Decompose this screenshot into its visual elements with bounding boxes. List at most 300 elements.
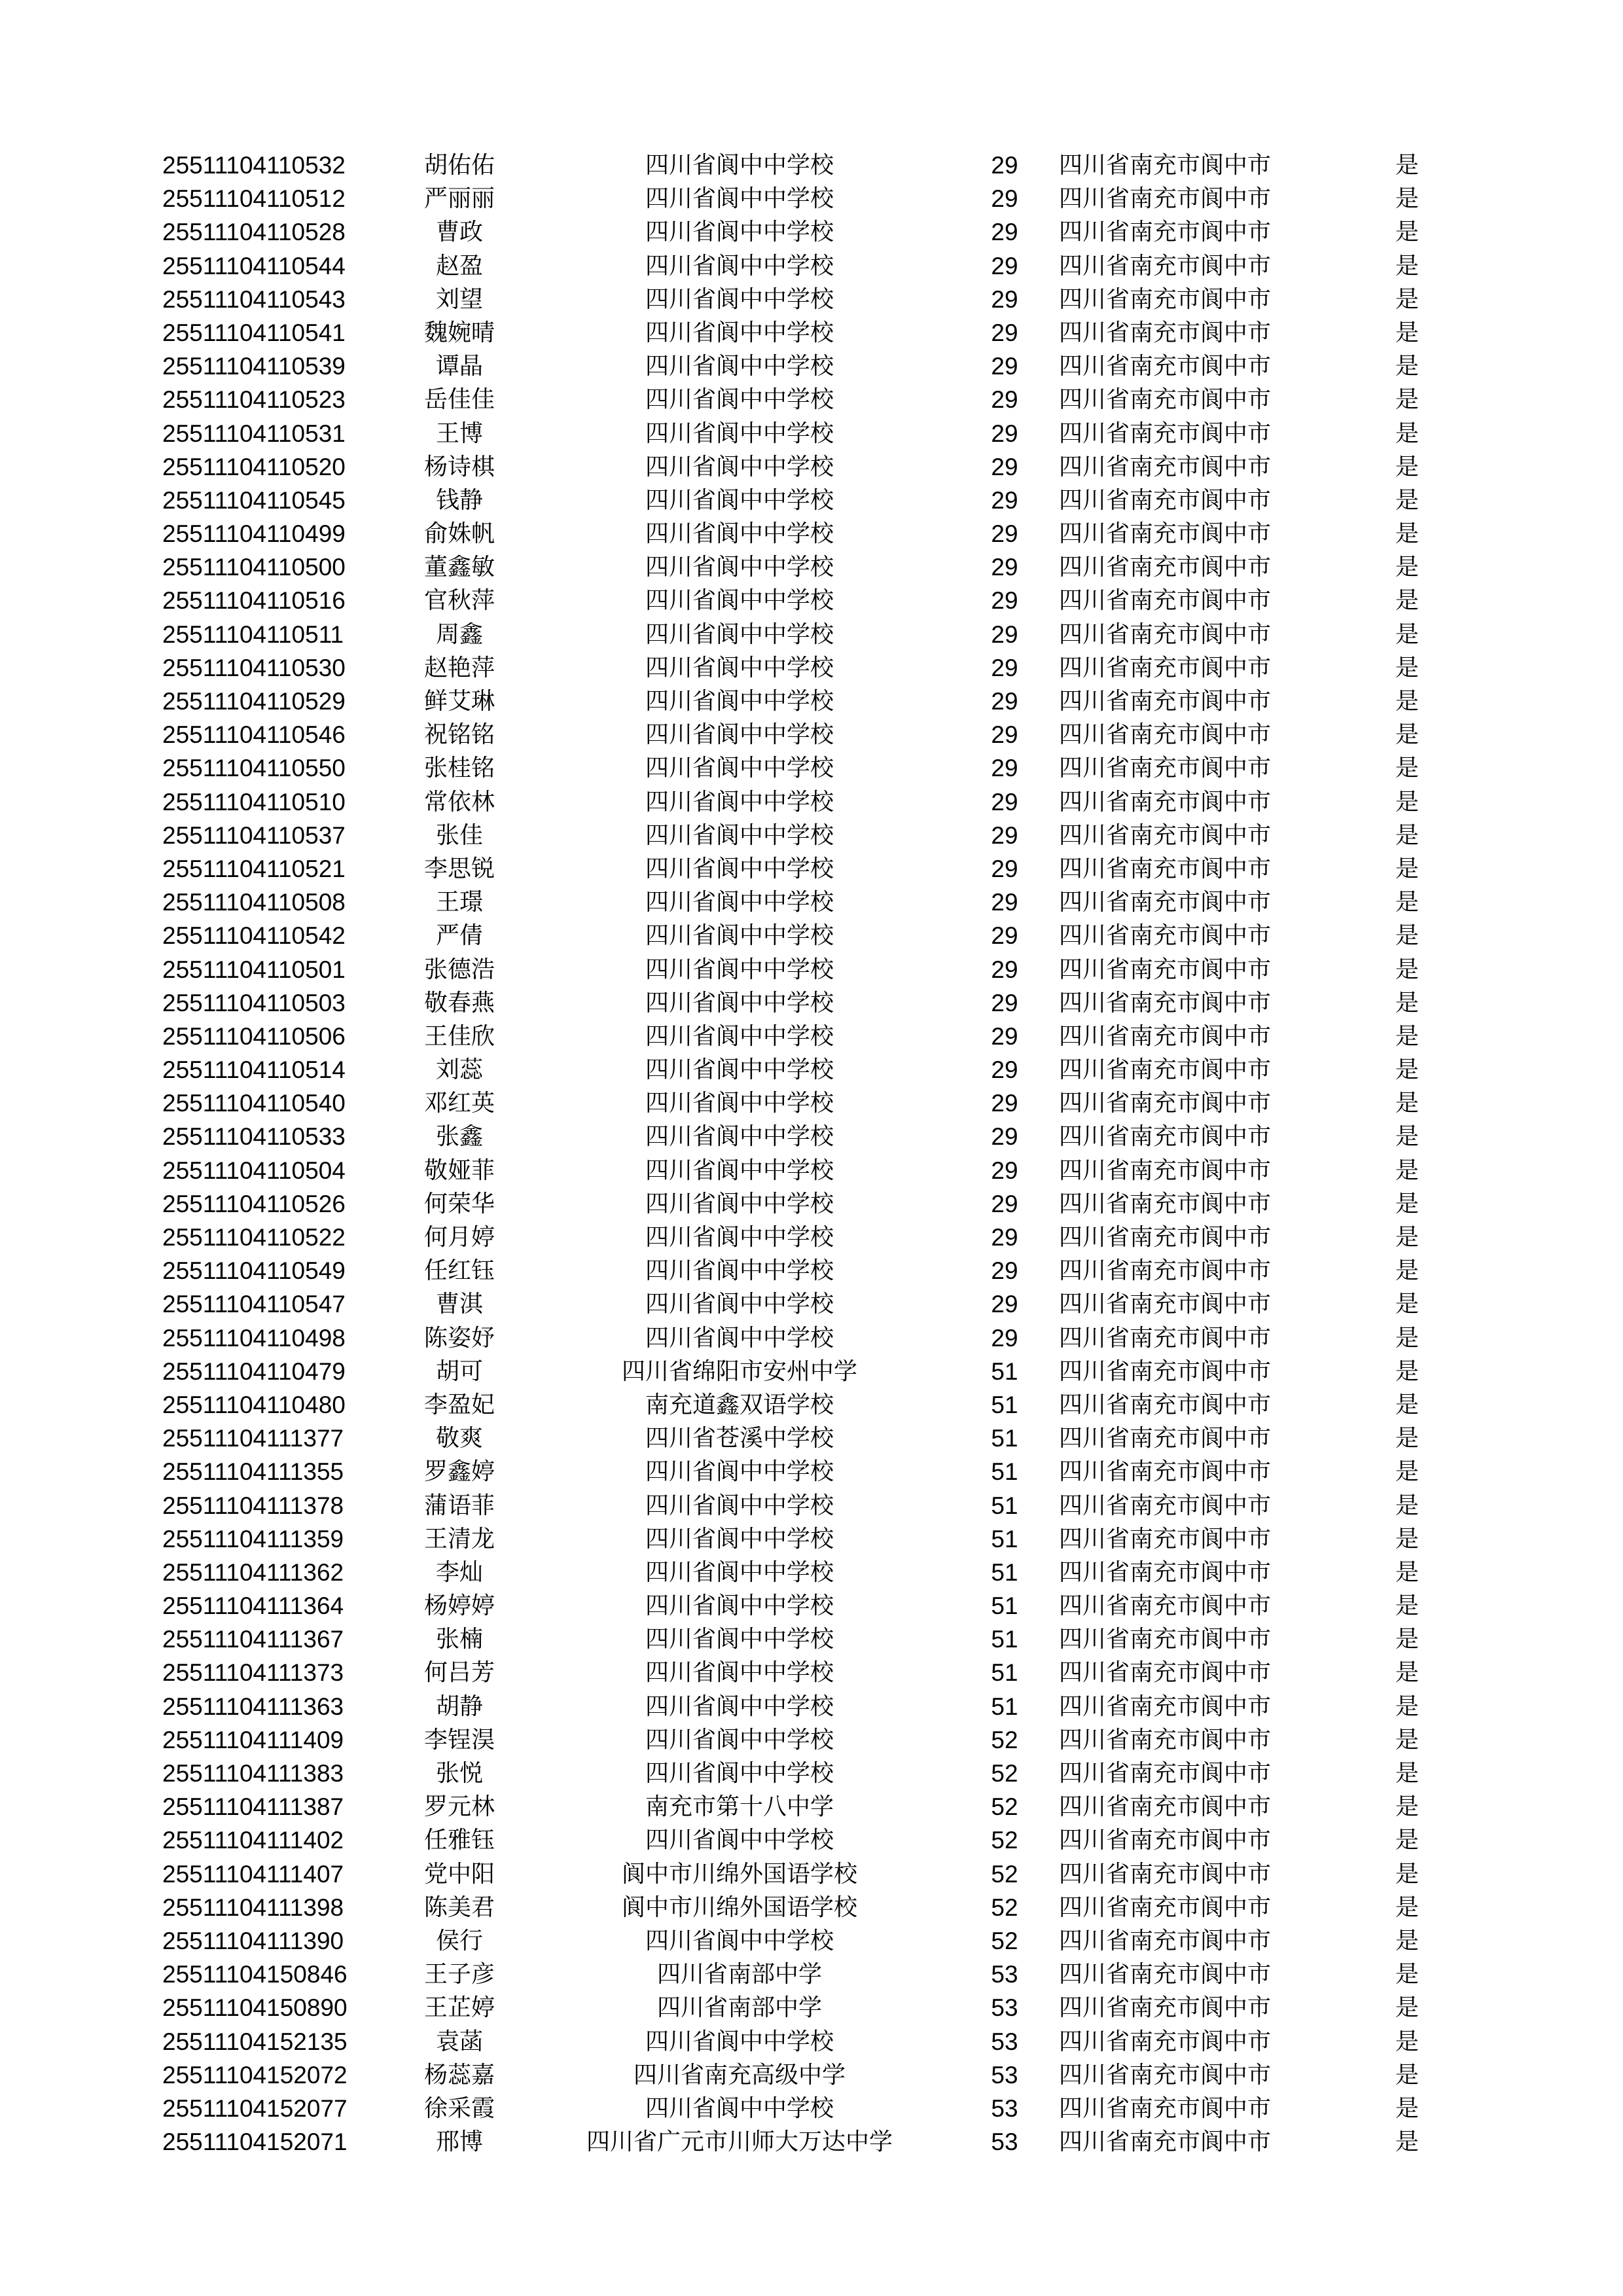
student-name-cell: 任红钰 — [423, 1257, 495, 1285]
region-cell: 四川省南充市阆中市 — [1059, 520, 1272, 548]
school-cell: 四川省阆中中学校 — [645, 721, 834, 749]
exam-id-cell: 25511104110521 — [162, 855, 346, 882]
exam-id-cell: 25511104111402 — [162, 1827, 344, 1854]
flag-cell: 是 — [1395, 1827, 1419, 1854]
flag-cell: 是 — [1395, 486, 1419, 514]
school-cell: 四川省阆中中学校 — [645, 1224, 834, 1251]
region-cell: 四川省南充市阆中市 — [1059, 654, 1272, 681]
exam-id-cell: 25511104110504 — [162, 1157, 346, 1184]
code-cell: 29 — [991, 821, 1018, 849]
code-cell: 52 — [991, 1927, 1018, 1954]
table-row — [0, 819, 1623, 852]
table-row — [0, 1556, 1623, 1589]
table-row — [0, 517, 1623, 550]
region-cell: 四川省南充市阆中市 — [1059, 1626, 1272, 1653]
flag-cell: 是 — [1395, 1961, 1419, 1988]
region-cell: 四川省南充市阆中市 — [1059, 219, 1272, 246]
flag-cell: 是 — [1395, 152, 1419, 179]
exam-id-cell: 25511104150890 — [162, 1994, 348, 2022]
student-name-cell: 常依林 — [423, 788, 495, 816]
student-name-cell: 谭晶 — [435, 353, 483, 380]
code-cell: 29 — [991, 1291, 1018, 1318]
exam-id-cell: 25511104110546 — [162, 721, 346, 749]
school-cell: 四川省阆中中学校 — [645, 520, 834, 548]
table-row — [0, 1656, 1623, 1689]
region-cell: 四川省南充市阆中市 — [1059, 386, 1272, 414]
flag-cell: 是 — [1395, 688, 1419, 715]
student-name-cell: 鲜艾琳 — [423, 688, 495, 715]
school-cell: 四川省阆中中学校 — [645, 386, 834, 414]
table-row — [0, 1857, 1623, 1891]
table-row — [0, 718, 1623, 751]
flag-cell: 是 — [1395, 386, 1419, 414]
code-cell: 51 — [991, 1391, 1018, 1418]
exam-id-cell: 25511104110526 — [162, 1190, 346, 1217]
region-cell: 四川省南充市阆中市 — [1059, 2128, 1272, 2156]
code-cell: 29 — [991, 219, 1018, 246]
student-name-cell: 王璟 — [435, 889, 483, 916]
code-cell: 53 — [991, 2094, 1018, 2122]
student-name-cell: 曹政 — [435, 219, 483, 246]
flag-cell: 是 — [1395, 353, 1419, 380]
flag-cell: 是 — [1395, 1458, 1419, 1486]
flag-cell: 是 — [1395, 1592, 1419, 1620]
exam-id-cell: 25511104110550 — [162, 755, 346, 782]
table-row — [0, 2025, 1623, 2058]
code-cell: 29 — [991, 889, 1018, 916]
table-row — [0, 2058, 1623, 2092]
region-cell: 四川省南充市阆中市 — [1059, 1793, 1272, 1821]
code-cell: 29 — [991, 721, 1018, 749]
code-cell: 29 — [991, 386, 1018, 414]
exam-id-cell: 25511104110537 — [162, 821, 346, 849]
code-cell: 51 — [991, 1357, 1018, 1385]
table-row — [0, 383, 1623, 416]
region-cell: 四川省南充市阆中市 — [1059, 453, 1272, 480]
exam-id-cell: 25511104110503 — [162, 989, 346, 1016]
exam-id-cell: 25511104110479 — [162, 1357, 346, 1385]
exam-id-cell: 25511104110516 — [162, 587, 346, 615]
table-row — [0, 1287, 1623, 1321]
school-cell: 四川省阆中中学校 — [645, 1827, 834, 1854]
school-cell: 四川省阆中中学校 — [645, 587, 834, 615]
flag-cell: 是 — [1395, 1425, 1419, 1452]
region-cell: 四川省南充市阆中市 — [1059, 1123, 1272, 1151]
region-cell: 四川省南充市阆中市 — [1059, 1190, 1272, 1217]
flag-cell: 是 — [1395, 1626, 1419, 1653]
flag-cell: 是 — [1395, 1860, 1419, 1888]
table-row — [0, 651, 1623, 685]
school-cell: 四川省阆中中学校 — [645, 654, 834, 681]
exam-id-cell: 25511104111355 — [162, 1458, 344, 1486]
student-name-cell: 刘蕊 — [435, 1056, 483, 1084]
school-cell: 四川省南充高级中学 — [633, 2061, 846, 2089]
code-cell: 29 — [991, 185, 1018, 213]
school-cell: 四川省阆中中学校 — [645, 486, 834, 514]
school-cell: 四川省阆中中学校 — [645, 620, 834, 648]
flag-cell: 是 — [1395, 1994, 1419, 2022]
school-cell: 四川省阆中中学校 — [645, 989, 834, 1016]
region-cell: 四川省南充市阆中市 — [1059, 2094, 1272, 2122]
school-cell: 南充市第十八中学 — [645, 1793, 834, 1821]
school-cell: 四川省阆中中学校 — [645, 1927, 834, 1954]
exam-id-cell: 25511104111407 — [162, 1860, 344, 1888]
student-name-cell: 严丽丽 — [423, 185, 495, 213]
school-cell: 四川省南部中学 — [656, 1961, 822, 1988]
student-name-cell: 杨婷婷 — [423, 1592, 495, 1620]
table-row — [0, 1757, 1623, 1790]
student-name-cell: 何月婷 — [423, 1224, 495, 1251]
school-cell: 四川省阆中中学校 — [645, 855, 834, 882]
student-name-cell: 赵盈 — [435, 252, 483, 279]
exam-id-cell: 25511104110480 — [162, 1391, 346, 1418]
region-cell: 四川省南充市阆中市 — [1059, 152, 1272, 179]
region-cell: 四川省南充市阆中市 — [1059, 1961, 1272, 1988]
flag-cell: 是 — [1395, 252, 1419, 279]
code-cell: 52 — [991, 1726, 1018, 1753]
flag-cell: 是 — [1395, 1190, 1419, 1217]
school-cell: 四川省阆中中学校 — [645, 1056, 834, 1084]
school-cell: 四川省阆中中学校 — [645, 1022, 834, 1050]
school-cell: 四川省阆中中学校 — [645, 1257, 834, 1285]
table-row — [0, 1790, 1623, 1823]
table-row — [0, 618, 1623, 651]
code-cell: 29 — [991, 353, 1018, 380]
school-cell: 四川省阆中中学校 — [645, 1592, 834, 1620]
flag-cell: 是 — [1395, 1224, 1419, 1251]
exam-id-cell: 25511104110543 — [162, 285, 346, 313]
table-row — [0, 182, 1623, 215]
table-row — [0, 1489, 1623, 1522]
flag-cell: 是 — [1395, 554, 1419, 581]
exam-id-cell: 25511104152077 — [162, 2094, 348, 2122]
region-cell: 四川省南充市阆中市 — [1059, 1291, 1272, 1318]
code-cell: 52 — [991, 1793, 1018, 1821]
student-name-cell: 张佳 — [435, 821, 483, 849]
code-cell: 29 — [991, 520, 1018, 548]
table-row — [0, 1924, 1623, 1958]
code-cell: 29 — [991, 1056, 1018, 1084]
school-cell: 四川省南部中学 — [656, 1994, 822, 2022]
code-cell: 52 — [991, 1860, 1018, 1888]
exam-id-cell: 25511104110528 — [162, 219, 346, 246]
exam-id-cell: 25511104110523 — [162, 386, 346, 414]
flag-cell: 是 — [1395, 1793, 1419, 1821]
flag-cell: 是 — [1395, 1257, 1419, 1285]
table-row — [0, 484, 1623, 517]
table-row — [0, 1355, 1623, 1388]
student-name-cell: 杨诗棋 — [423, 453, 495, 480]
code-cell: 29 — [991, 554, 1018, 581]
flag-cell: 是 — [1395, 855, 1419, 882]
exam-id-cell: 25511104110541 — [162, 319, 346, 346]
flag-cell: 是 — [1395, 1726, 1419, 1753]
code-cell: 53 — [991, 1961, 1018, 1988]
flag-cell: 是 — [1395, 587, 1419, 615]
student-name-cell: 敬娅菲 — [423, 1157, 495, 1184]
exam-id-cell: 25511104110499 — [162, 520, 346, 548]
school-cell: 四川省阆中中学校 — [645, 453, 834, 480]
code-cell: 52 — [991, 1827, 1018, 1854]
table-row — [0, 550, 1623, 584]
code-cell: 29 — [991, 1090, 1018, 1117]
code-cell: 29 — [991, 688, 1018, 715]
exam-id-cell: 25511104110512 — [162, 185, 346, 213]
table-row — [0, 1422, 1623, 1455]
table-row — [0, 1522, 1623, 1556]
school-cell: 四川省阆中中学校 — [645, 1090, 834, 1117]
table-row — [0, 1690, 1623, 1723]
student-name-cell: 张鑫 — [435, 1123, 483, 1151]
student-name-cell: 罗元林 — [423, 1793, 495, 1821]
region-cell: 四川省南充市阆中市 — [1059, 1425, 1272, 1452]
flag-cell: 是 — [1395, 1492, 1419, 1519]
code-cell: 51 — [991, 1558, 1018, 1586]
flag-cell: 是 — [1395, 1056, 1419, 1084]
region-cell: 四川省南充市阆中市 — [1059, 1659, 1272, 1687]
student-name-cell: 党中阳 — [423, 1860, 495, 1888]
school-cell: 四川省阆中中学校 — [645, 755, 834, 782]
school-cell: 四川省阆中中学校 — [645, 2094, 834, 2122]
code-cell: 29 — [991, 956, 1018, 983]
flag-cell: 是 — [1395, 889, 1419, 916]
flag-cell: 是 — [1395, 1324, 1419, 1352]
flag-cell: 是 — [1395, 219, 1419, 246]
region-cell: 四川省南充市阆中市 — [1059, 486, 1272, 514]
table-row — [0, 1254, 1623, 1287]
code-cell: 29 — [991, 1157, 1018, 1184]
exam-id-cell: 25511104110544 — [162, 252, 346, 279]
school-cell: 四川省阆中中学校 — [645, 1558, 834, 1586]
student-name-cell: 岳佳佳 — [423, 386, 495, 414]
region-cell: 四川省南充市阆中市 — [1059, 1893, 1272, 1921]
table-row — [0, 1823, 1623, 1857]
exam-id-cell: 25511104111373 — [162, 1659, 344, 1687]
exam-id-cell: 25511104111367 — [162, 1626, 344, 1653]
school-cell: 四川省阆中中学校 — [645, 185, 834, 213]
region-cell: 四川省南充市阆中市 — [1059, 1726, 1272, 1753]
region-cell: 四川省南充市阆中市 — [1059, 353, 1272, 380]
school-cell: 四川省阆中中学校 — [645, 219, 834, 246]
table-row — [0, 785, 1623, 819]
table-row — [0, 1891, 1623, 1924]
student-name-cell: 胡可 — [435, 1357, 483, 1385]
exam-id-cell: 25511104110530 — [162, 654, 346, 681]
flag-cell: 是 — [1395, 620, 1419, 648]
region-cell: 四川省南充市阆中市 — [1059, 1525, 1272, 1552]
student-name-cell: 赵艳萍 — [423, 654, 495, 681]
student-name-cell: 蒲语菲 — [423, 1492, 495, 1519]
student-name-cell: 陈姿妤 — [423, 1324, 495, 1352]
code-cell: 29 — [991, 788, 1018, 816]
code-cell: 51 — [991, 1525, 1018, 1552]
flag-cell: 是 — [1395, 1022, 1419, 1050]
exam-id-cell: 25511104111377 — [162, 1425, 344, 1452]
table-row — [0, 852, 1623, 886]
region-cell: 四川省南充市阆中市 — [1059, 1693, 1272, 1720]
table-row — [0, 2125, 1623, 2159]
code-cell: 53 — [991, 2028, 1018, 2055]
exam-id-cell: 25511104110522 — [162, 1224, 346, 1251]
code-cell: 29 — [991, 989, 1018, 1016]
student-name-cell: 王博 — [435, 420, 483, 447]
table-row — [0, 986, 1623, 1020]
flag-cell: 是 — [1395, 185, 1419, 213]
school-cell: 四川省阆中中学校 — [645, 788, 834, 816]
school-cell: 四川省广元市川师大万达中学 — [586, 2128, 893, 2156]
school-cell: 四川省阆中中学校 — [645, 319, 834, 346]
exam-id-cell: 25511104110500 — [162, 554, 346, 581]
region-cell: 四川省南充市阆中市 — [1059, 285, 1272, 313]
region-cell: 四川省南充市阆中市 — [1059, 788, 1272, 816]
student-name-cell: 曹淇 — [435, 1291, 483, 1318]
region-cell: 四川省南充市阆中市 — [1059, 1090, 1272, 1117]
region-cell: 四川省南充市阆中市 — [1059, 1056, 1272, 1084]
flag-cell: 是 — [1395, 420, 1419, 447]
school-cell: 四川省绵阳市安州中学 — [621, 1357, 857, 1385]
school-cell: 四川省阆中中学校 — [645, 1525, 834, 1552]
exam-id-cell: 25511104110508 — [162, 889, 346, 916]
code-cell: 53 — [991, 1994, 1018, 2022]
table-row — [0, 1053, 1623, 1086]
table-row — [0, 1221, 1623, 1254]
school-cell: 四川省阆中中学校 — [645, 1492, 834, 1519]
code-cell: 29 — [991, 755, 1018, 782]
table-row — [0, 584, 1623, 617]
flag-cell: 是 — [1395, 1659, 1419, 1687]
student-name-cell: 邢博 — [435, 2128, 483, 2156]
exam-id-cell: 25511104111383 — [162, 1760, 344, 1787]
code-cell: 51 — [991, 1425, 1018, 1452]
table-row — [0, 1086, 1623, 1120]
flag-cell: 是 — [1395, 1157, 1419, 1184]
school-cell: 四川省阆中中学校 — [645, 956, 834, 983]
flag-cell: 是 — [1395, 821, 1419, 849]
flag-cell: 是 — [1395, 2128, 1419, 2156]
region-cell: 四川省南充市阆中市 — [1059, 185, 1272, 213]
flag-cell: 是 — [1395, 1525, 1419, 1552]
exam-id-cell: 25511104110539 — [162, 353, 346, 380]
school-cell: 四川省阆中中学校 — [645, 353, 834, 380]
student-name-cell: 邓红英 — [423, 1090, 495, 1117]
exam-id-cell: 25511104110549 — [162, 1257, 346, 1285]
code-cell: 29 — [991, 1224, 1018, 1251]
school-cell: 阆中市川绵外国语学校 — [621, 1893, 857, 1921]
student-name-cell: 李灿 — [435, 1558, 483, 1586]
student-name-cell: 刘望 — [435, 285, 483, 313]
region-cell: 四川省南充市阆中市 — [1059, 1558, 1272, 1586]
table-row — [0, 1589, 1623, 1623]
exam-id-cell: 25511104110542 — [162, 922, 346, 950]
student-name-cell: 陈美君 — [423, 1893, 495, 1921]
code-cell: 52 — [991, 1760, 1018, 1787]
exam-id-cell: 25511104110501 — [162, 956, 346, 983]
flag-cell: 是 — [1395, 1558, 1419, 1586]
table-row — [0, 886, 1623, 919]
exam-id-cell: 25511104110540 — [162, 1090, 346, 1117]
region-cell: 四川省南充市阆中市 — [1059, 755, 1272, 782]
region-cell: 四川省南充市阆中市 — [1059, 1458, 1272, 1486]
student-name-cell: 罗鑫婷 — [423, 1458, 495, 1486]
exam-id-cell: 25511104110529 — [162, 688, 346, 715]
flag-cell: 是 — [1395, 1123, 1419, 1151]
flag-cell: 是 — [1395, 1291, 1419, 1318]
school-cell: 四川省阆中中学校 — [645, 1693, 834, 1720]
code-cell: 29 — [991, 1257, 1018, 1285]
student-name-cell: 严倩 — [435, 922, 483, 950]
code-cell: 29 — [991, 319, 1018, 346]
student-name-cell: 董鑫敏 — [423, 554, 495, 581]
table-row — [0, 1991, 1623, 2024]
code-cell: 29 — [991, 620, 1018, 648]
code-cell: 29 — [991, 152, 1018, 179]
flag-cell: 是 — [1395, 1927, 1419, 1954]
region-cell: 四川省南充市阆中市 — [1059, 2061, 1272, 2089]
flag-cell: 是 — [1395, 1357, 1419, 1385]
code-cell: 29 — [991, 654, 1018, 681]
region-cell: 四川省南充市阆中市 — [1059, 252, 1272, 279]
exam-id-cell: 25511104152135 — [162, 2028, 348, 2055]
table-row — [0, 1455, 1623, 1488]
exam-id-cell: 25511104111378 — [162, 1492, 344, 1519]
region-cell: 四川省南充市阆中市 — [1059, 821, 1272, 849]
table-row — [0, 450, 1623, 484]
flag-cell: 是 — [1395, 1893, 1419, 1921]
table-row — [0, 1958, 1623, 1991]
table-row — [0, 316, 1623, 350]
student-name-cell: 何吕芳 — [423, 1659, 495, 1687]
flag-cell: 是 — [1395, 989, 1419, 1016]
flag-cell: 是 — [1395, 1391, 1419, 1418]
region-cell: 四川省南充市阆中市 — [1059, 1257, 1272, 1285]
table-row — [0, 149, 1623, 182]
code-cell: 29 — [991, 486, 1018, 514]
school-cell: 阆中市川绵外国语学校 — [621, 1860, 857, 1888]
flag-cell: 是 — [1395, 956, 1419, 983]
school-cell: 四川省阆中中学校 — [645, 688, 834, 715]
code-cell: 29 — [991, 1022, 1018, 1050]
exam-id-cell: 25511104152072 — [162, 2061, 348, 2089]
student-name-cell: 杨蕊嘉 — [423, 2061, 495, 2089]
exam-id-cell: 25511104111387 — [162, 1793, 344, 1821]
school-cell: 四川省阆中中学校 — [645, 152, 834, 179]
exam-id-cell: 25511104150846 — [162, 1961, 348, 1988]
school-cell: 南充道鑫双语学校 — [645, 1391, 834, 1418]
student-name-cell: 敬爽 — [435, 1425, 483, 1452]
table-row — [0, 1623, 1623, 1656]
exam-id-cell: 25511104111390 — [162, 1927, 344, 1954]
region-cell: 四川省南充市阆中市 — [1059, 688, 1272, 715]
exam-id-cell: 25511104110533 — [162, 1123, 346, 1151]
table-row — [0, 919, 1623, 952]
student-name-cell: 官秋萍 — [423, 587, 495, 615]
school-cell: 四川省苍溪中学校 — [645, 1425, 834, 1452]
region-cell: 四川省南充市阆中市 — [1059, 1994, 1272, 2022]
table-row — [0, 283, 1623, 316]
exam-id-cell: 25511104111398 — [162, 1893, 344, 1921]
region-cell: 四川省南充市阆中市 — [1059, 1357, 1272, 1385]
table-row — [0, 1187, 1623, 1221]
school-cell: 四川省阆中中学校 — [645, 420, 834, 447]
flag-cell: 是 — [1395, 922, 1419, 950]
table-row — [0, 1723, 1623, 1757]
school-cell: 四川省阆中中学校 — [645, 1760, 834, 1787]
student-name-cell: 王子彦 — [423, 1961, 495, 1988]
code-cell: 51 — [991, 1492, 1018, 1519]
flag-cell: 是 — [1395, 285, 1419, 313]
region-cell: 四川省南充市阆中市 — [1059, 1860, 1272, 1888]
exam-id-cell: 25511104111362 — [162, 1558, 344, 1586]
